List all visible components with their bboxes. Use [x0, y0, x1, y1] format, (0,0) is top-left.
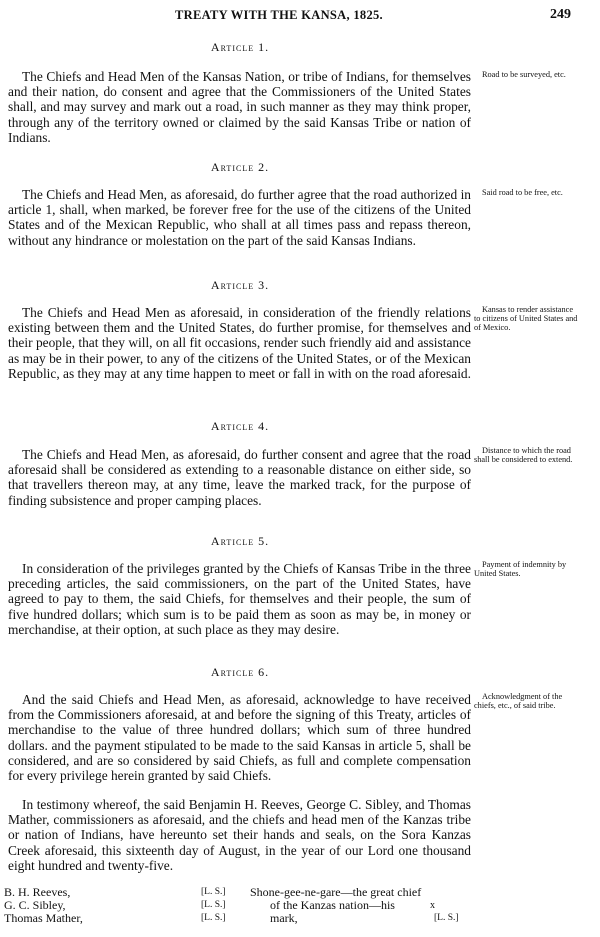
running-title: TREATY WITH THE KANSA, 1825.	[175, 8, 383, 22]
margin-note-5: Payment of indemnity by United States.	[474, 560, 567, 578]
seal-mark: [L. S.]	[434, 913, 459, 923]
article-text-5: In consideration of the privileges granted by the Chiefs of Kansas Tribe in the three preceding articles, the said commissioners, on the part of the United States, have agreed to pay to them, the said Chiefs, for themselves and their people, the sum of five hundred dollars; which sum is to be paid them as soon as may be, in money or merchandise, at their option, at such place as they may desire.	[8, 561, 471, 637]
his-mark: x	[430, 900, 435, 911]
testimony-paragraph: In testimony whereof, the said Benjamin H. Reeves, George C. Sibley, and Thomas Mather, commissioners as aforesaid, and the chiefs and head men of the Kanzas tribe or nation of Indians, have hereunto set their hands and seals, on the Sora Kanzas Creek aforesaid, this sixteenth day of August, in the year of our Lord one thousand eight hundred and twenty-five.	[8, 797, 471, 873]
article-heading-2: Article 2.	[210, 160, 270, 174]
signature-row	[4, 886, 476, 899]
article-heading-4: Article 4.	[210, 419, 270, 433]
article-heading-6: Article 6.	[210, 665, 270, 679]
page-header	[0, 8, 600, 28]
page-number: 249	[550, 7, 571, 22]
seal-mark: [L. S.]	[201, 900, 226, 910]
article-heading-3: Article 3.	[210, 278, 270, 292]
chief-signature-text: of the Kanzas nation—his	[270, 898, 395, 912]
article-heading-5: Article 5.	[210, 534, 270, 548]
margin-note-3: Kansas to render assistance to citizens of United States and of Mexico.	[474, 305, 578, 332]
signatory-name: B. H. Reeves,	[4, 885, 71, 899]
article-text-6: And the said Chiefs and Head Men, as aforesaid, acknowledge to have received from the Commissioners aforesaid, at and before the signing of this Treaty, articles of merchandise to the value of three hundred dollars; which sum of three hundred dollars. and the payment stipulated to be made to the said Kansas in article 5, shall be considered, and are so considered by said Chiefs, as full and complete compensation for every privilege herein granted by said Chiefs.	[8, 692, 471, 784]
margin-note-2: Said road to be free, etc.	[482, 188, 563, 197]
article-text-4: The Chiefs and Head Men, as aforesaid, do further consent and agree that the road aforesaid shall be considered as extending to a reasonable distance on either side, so that travellers thereon may, at any time, leave the marked track, for the purpose of finding subsistence and proper camping places.	[8, 447, 471, 508]
margin-note-6: Acknowledgment of the chiefs, etc., of said tribe.	[474, 692, 563, 710]
chief-signature-text: mark,	[270, 911, 298, 925]
signature-row	[4, 912, 476, 925]
margin-note-1: Road to be surveyed, etc.	[482, 70, 566, 79]
signatory-name: G. C. Sibley,	[4, 898, 66, 912]
signatory-name: Thomas Mather,	[4, 911, 83, 925]
margin-note-4: Distance to which the road shall be considered to extend.	[474, 446, 573, 464]
article-text-3: The Chiefs and Head Men as aforesaid, in consideration of the friendly relations existing between them and the United States, do further promise, for themselves and their people, that they will, on all fit occasions, render such friendly aid and assistance as may be in their power, to any of the citizens of the United States, or of the Mexican Republic, as they may at any time happen to meet or fall in with on the road aforesaid.	[8, 305, 471, 381]
article-heading-1: Article 1.	[210, 40, 270, 54]
seal-mark: [L. S.]	[201, 913, 226, 923]
article-text-1: The Chiefs and Head Men of the Kansas Nation, or tribe of Indians, for themselves and their nation, do consent and agree that the Commissioners of the United States shall, and may survey and mark out a road, in such manner as they may think proper, through any of the territory owned or claimed by the said Kansas Tribe or nation of Indians.	[8, 69, 471, 145]
article-text-2: The Chiefs and Head Men, as aforesaid, do further agree that the road authorized in article 1, shall, when marked, be forever free for the use of the citizens of the United States and of the Mexican Republic, who shall at all times pass and repass thereon, without any hindrance or molestation on the part of the said Kansas Indians.	[8, 187, 471, 248]
signature-block	[4, 886, 476, 925]
chief-signature-text: Shone-gee-ne-gare—the great chief	[250, 885, 422, 899]
seal-mark: [L. S.]	[201, 887, 226, 897]
